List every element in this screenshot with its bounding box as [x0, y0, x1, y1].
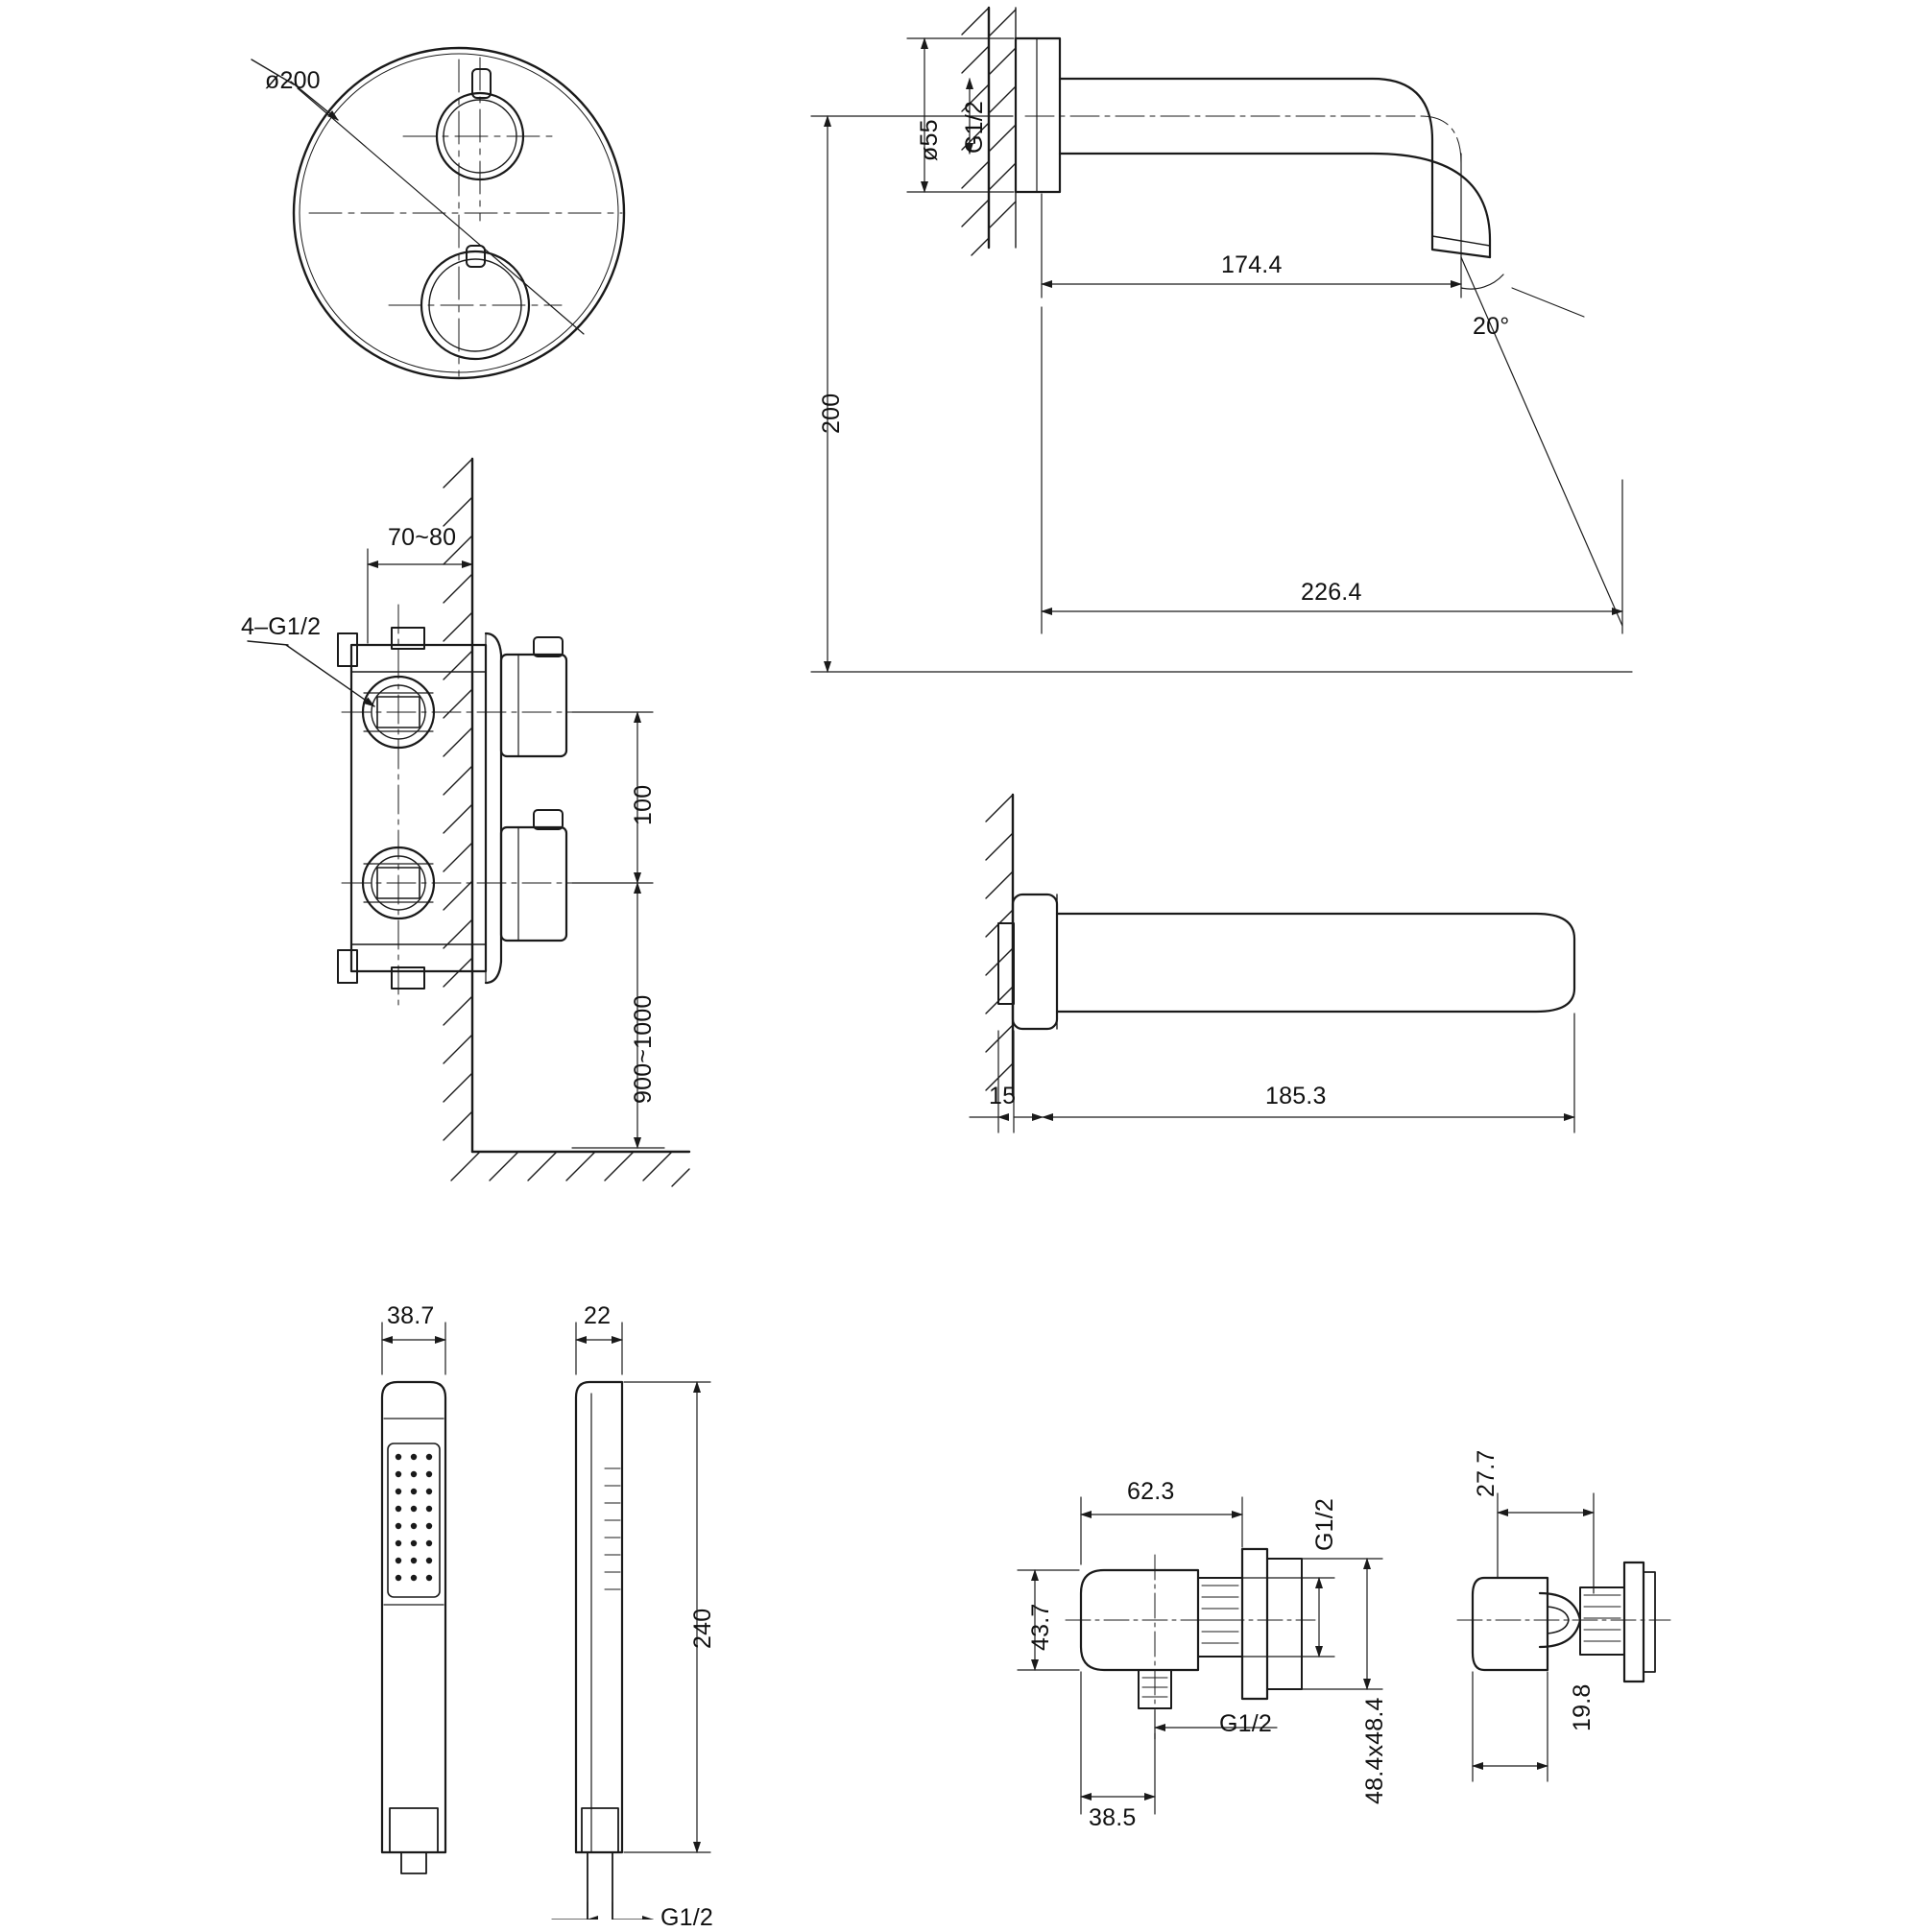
view-hand-shower-front: [382, 1323, 445, 1873]
dim-flange-diameter: ø55: [916, 119, 943, 161]
dim-handset-length: 240: [689, 1608, 716, 1649]
dim-inlet-thread: G1/2: [961, 101, 988, 154]
dim-holder-depth: 19.8: [1569, 1683, 1596, 1731]
view-shower-holder: [1457, 1493, 1670, 1781]
dim-spout-projection: 174.4: [1221, 251, 1283, 278]
dim-hose-thread: G1/2: [660, 1904, 713, 1931]
view-valve-body-wall-section: [248, 459, 689, 1186]
dim-elbow-base-width: 38.5: [1089, 1804, 1137, 1831]
dim-wall-to-stream: 226.4: [1301, 579, 1362, 606]
dim-outlet-thread-top: G1/2: [1311, 1498, 1338, 1551]
dim-flange-thickness: 15: [989, 1083, 1017, 1109]
dim-flange-size: 48.4x48.4: [1361, 1697, 1388, 1804]
dim-spout-length: 185.3: [1265, 1083, 1327, 1109]
dim-inlet-ports: 4–G1/2: [241, 613, 322, 640]
dim-handset-depth: 22: [584, 1302, 612, 1329]
dim-handset-width: 38.7: [387, 1302, 435, 1329]
dim-height-to-outlet: 200: [818, 393, 845, 434]
dim-outlet-thread-bottom: G1/2: [1219, 1710, 1272, 1737]
dim-outlet-spacing: 100: [630, 784, 657, 825]
dim-plate-diameter: ø200: [265, 67, 321, 94]
view-hand-shower-side: [552, 1323, 710, 1920]
dim-elbow-projection: 62.3: [1127, 1478, 1175, 1505]
dim-floor-height: 900~1000: [630, 994, 657, 1104]
view-face-plate: [252, 48, 624, 378]
dim-holder-height: 27.7: [1473, 1449, 1500, 1497]
dim-wall-depth: 70~80: [388, 524, 457, 551]
dim-elbow-height: 43.7: [1027, 1603, 1054, 1651]
dim-outlet-angle: 20°: [1473, 313, 1510, 340]
